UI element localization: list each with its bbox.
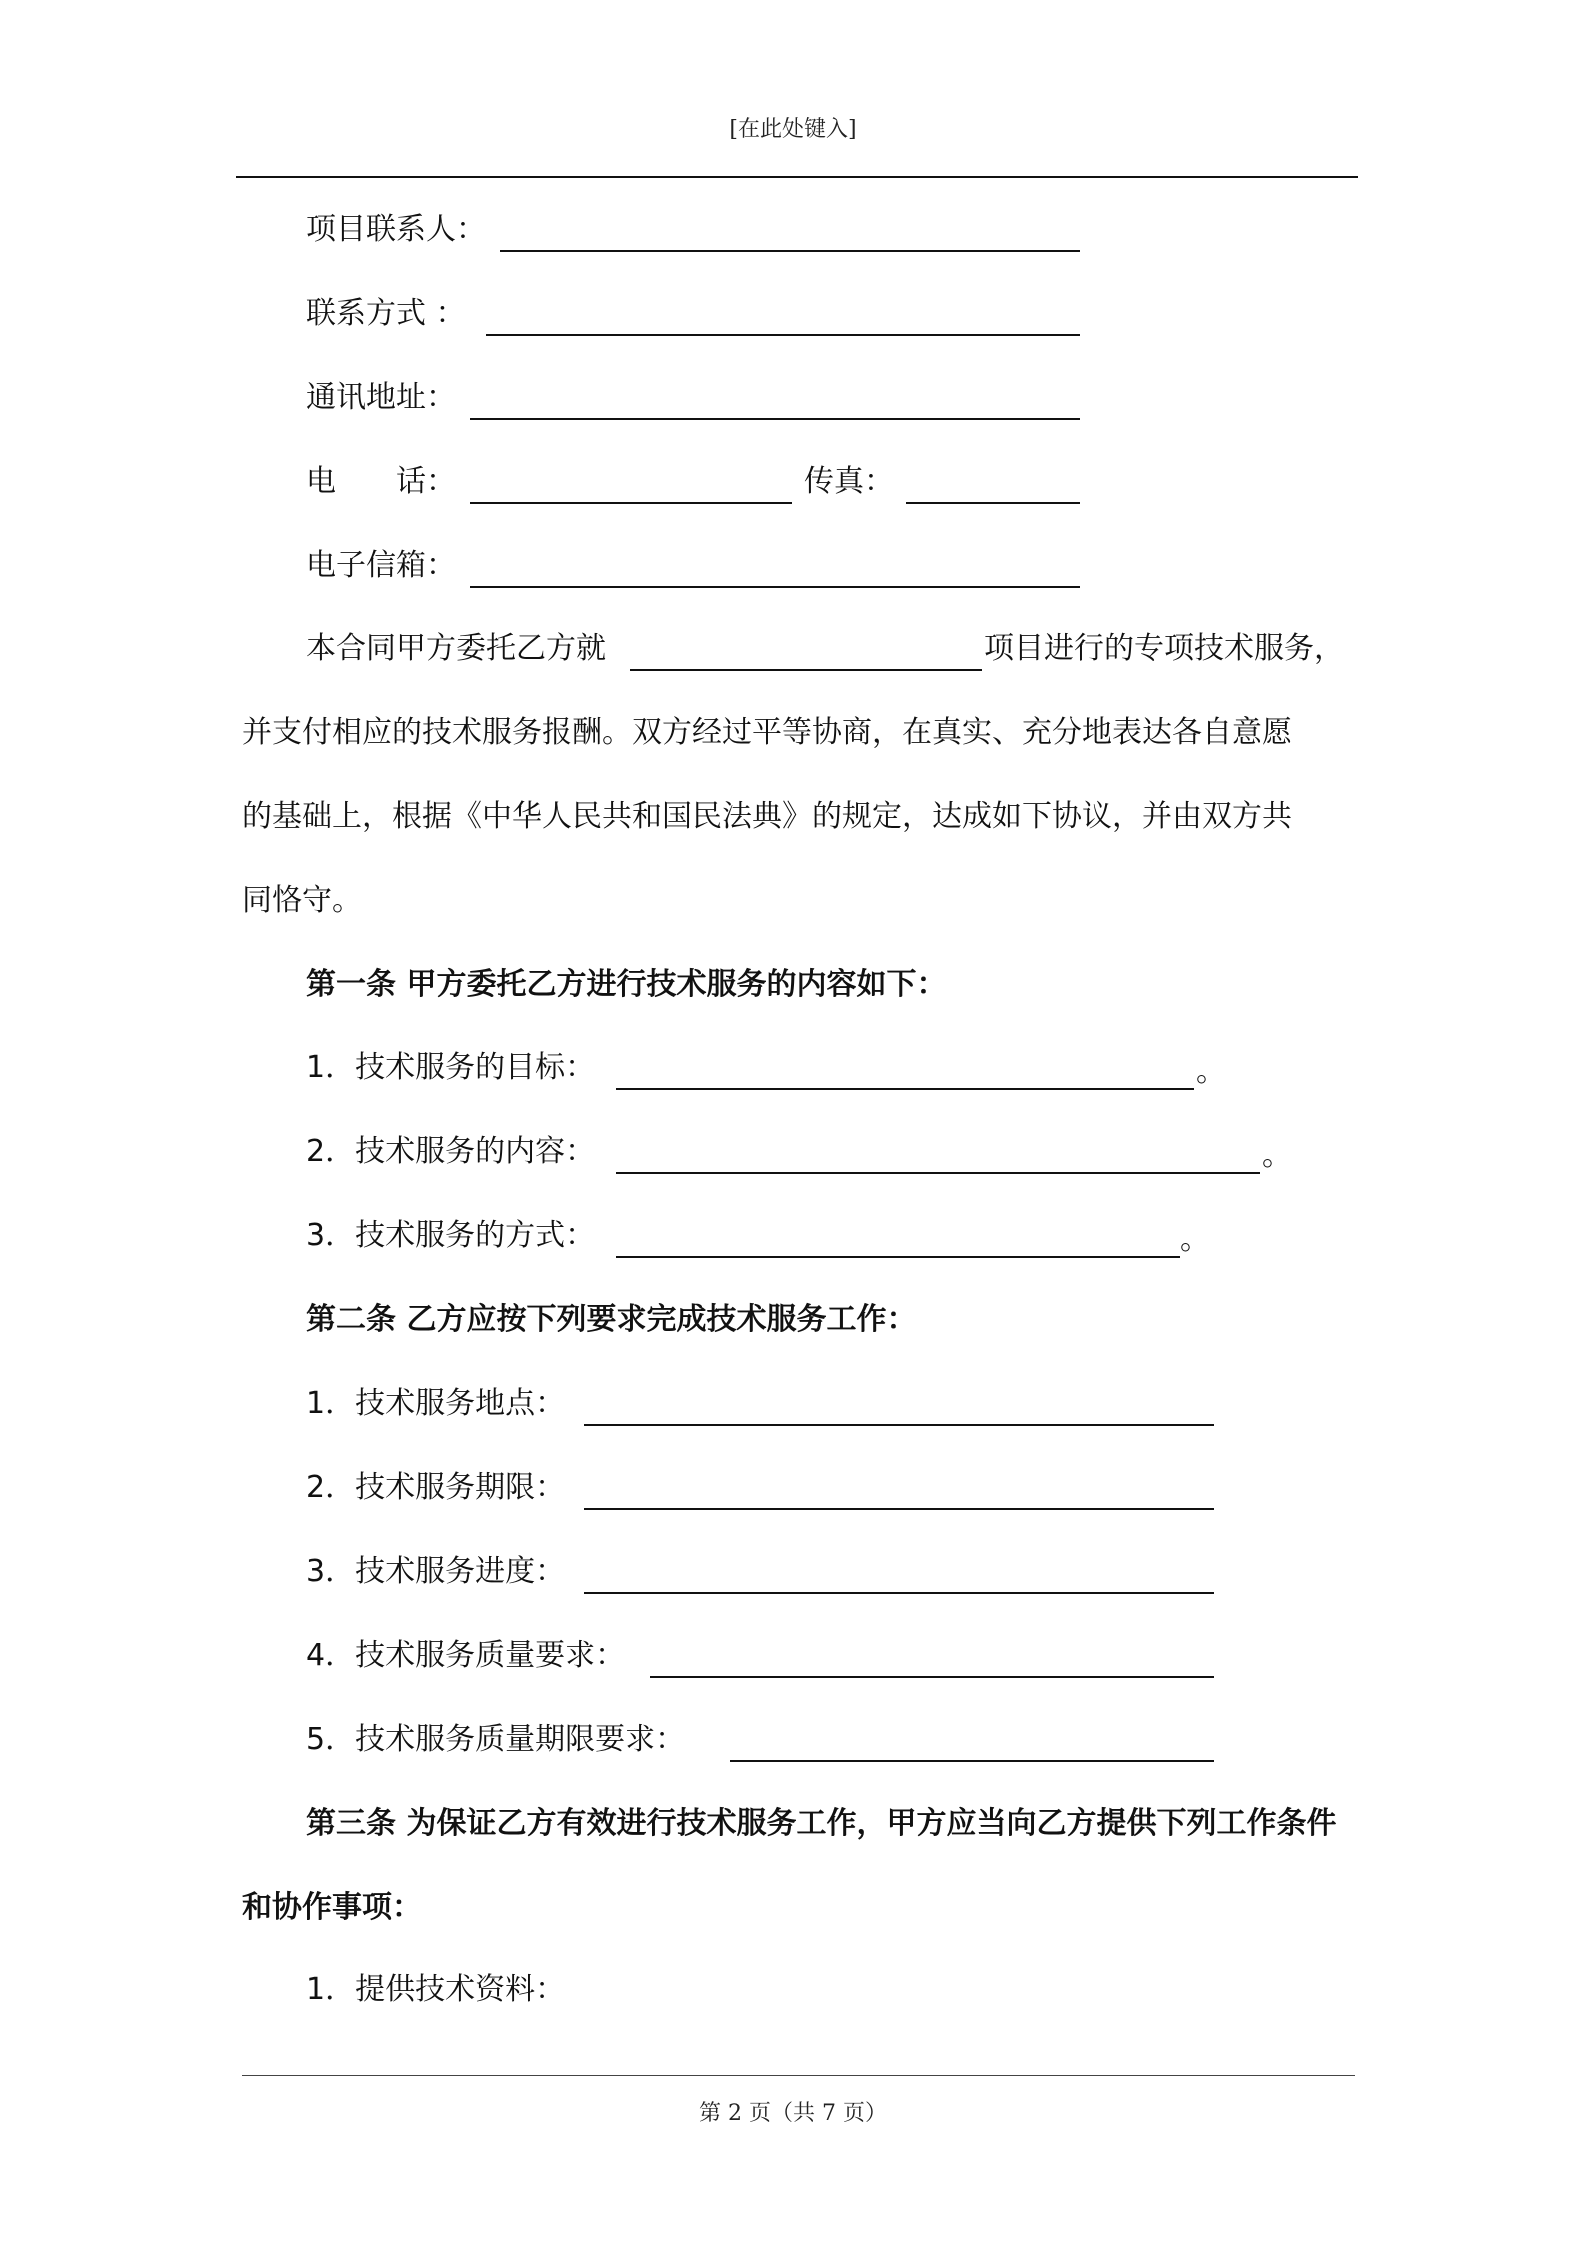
article1-heading: 第一条 甲方委托乙方进行技术服务的内容如下：	[306, 967, 947, 1002]
article3-heading-line1: 第三条 为保证乙方有效进行技术服务工作，甲方应当向乙方提供下列工作条件	[306, 1806, 1337, 1841]
article2-item-4: 4．技术服务质量要求：	[306, 1638, 626, 1673]
article2-item-1: 1．技术服务地点：	[306, 1386, 566, 1421]
page-number: 第 2 页（共 7 页）	[699, 2101, 887, 2126]
article1-item-3-period: 。	[1180, 1222, 1210, 1257]
project-contact-label: 项目联系人：	[306, 212, 486, 247]
header-divider	[236, 176, 1358, 178]
page-header: [在此处键入]	[729, 117, 857, 142]
article3-heading-line2: 和协作事项：	[242, 1890, 422, 1925]
email-label: 电子信箱：	[306, 548, 456, 583]
intro-line3: 的基础上，根据《中华人民共和国民法典》的规定，达成如下协议，并由双方共	[242, 799, 1292, 834]
fax-blank[interactable]	[906, 502, 1080, 504]
service-term-blank[interactable]	[584, 1508, 1214, 1510]
intro-line1-prefix: 本合同甲方委托乙方就	[306, 631, 606, 666]
service-progress-blank[interactable]	[584, 1592, 1214, 1594]
article1-item-2: 2．技术服务的内容：	[306, 1134, 596, 1169]
service-content-blank[interactable]	[616, 1172, 1260, 1174]
article1-item-1-period: 。	[1196, 1054, 1226, 1089]
quality-requirement-blank[interactable]	[650, 1676, 1214, 1678]
quality-period-blank[interactable]	[730, 1760, 1214, 1762]
intro-line2: 并支付相应的技术服务报酬。双方经过平等协商，在真实、充分地表达各自意愿	[242, 715, 1292, 750]
phone-blank[interactable]	[470, 502, 792, 504]
project-contact-blank[interactable]	[500, 250, 1080, 252]
article1-item-2-period: 。	[1262, 1138, 1292, 1173]
intro-line1-suffix: 项目进行的专项技术服务，	[984, 631, 1344, 666]
address-label: 通讯地址：	[306, 380, 456, 415]
article2-heading: 第二条 乙方应按下列要求完成技术服务工作：	[306, 1302, 917, 1337]
project-name-blank[interactable]	[630, 669, 982, 671]
article1-item-3: 3．技术服务的方式：	[306, 1218, 596, 1253]
footer-divider	[242, 2075, 1355, 2076]
article2-item-2: 2．技术服务期限：	[306, 1470, 566, 1505]
contact-method-blank[interactable]	[486, 334, 1080, 336]
contact-method-label: 联系方式 ：	[306, 296, 466, 331]
fax-label: 传真：	[804, 464, 894, 499]
article3-item-1: 1．提供技术资料：	[306, 1972, 566, 2007]
article2-item-5: 5．技术服务质量期限要求：	[306, 1722, 686, 1757]
email-blank[interactable]	[470, 586, 1080, 588]
address-blank[interactable]	[470, 418, 1080, 420]
article1-item-1: 1．技术服务的目标：	[306, 1050, 596, 1085]
intro-line4: 同恪守。	[242, 883, 362, 918]
service-method-blank[interactable]	[616, 1256, 1180, 1258]
article2-item-3: 3．技术服务进度：	[306, 1554, 566, 1589]
service-location-blank[interactable]	[584, 1424, 1214, 1426]
service-goal-blank[interactable]	[616, 1088, 1194, 1090]
phone-label: 电 话：	[306, 464, 456, 499]
